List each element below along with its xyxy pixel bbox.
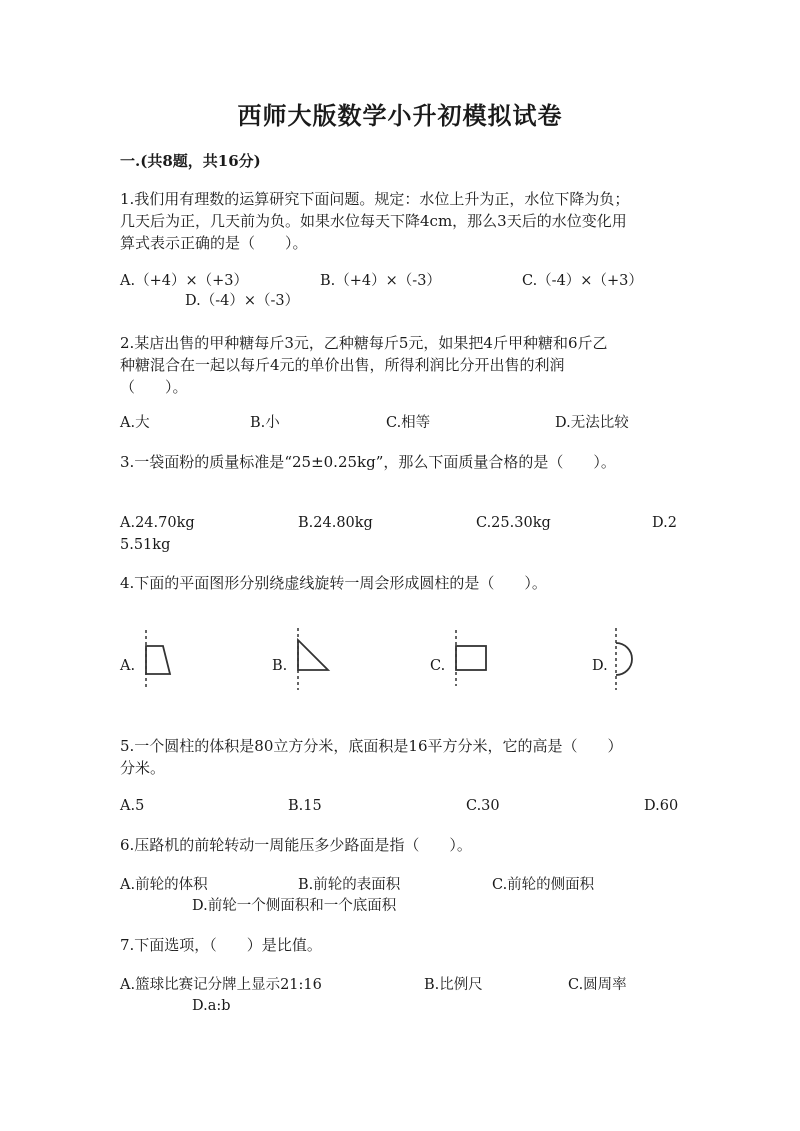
semicircle-figure [608,626,644,692]
question-7-option-d[interactable]: D.a:b [192,998,231,1014]
question-2-option-b[interactable]: B.小 [250,415,280,431]
trapezoid-figure [138,628,178,690]
question-4-option-d[interactable]: D. [592,658,608,674]
question-6-option-c[interactable]: C.前轮的侧面积 [492,877,595,893]
question-5-option-d[interactable]: D.60 [644,798,679,814]
question-3-option-c[interactable]: C.25.30kg [476,515,551,531]
question-6-option-a[interactable]: A.前轮的体积 [120,877,208,893]
question-5-option-b[interactable]: B.15 [288,798,322,814]
question-2-line-3: （ ）。 [120,378,188,396]
question-1-line-3: 算式表示正确的是（ ）。 [120,234,308,252]
question-5-option-a[interactable]: A.5 [120,798,145,814]
question-5-line-1: 5.一个圆柱的体积是80立方分米，底面积是16平方分米，它的高是（ ） [120,737,623,755]
question-2-option-c[interactable]: C.相等 [386,415,431,431]
question-5-option-c[interactable]: C.30 [466,798,500,814]
question-6-line-1: 6.压路机的前轮转动一周能压多少路面是指（ ）。 [120,836,472,854]
question-7-option-b[interactable]: B.比例尺 [424,977,483,993]
question-6-option-d[interactable]: D.前轮一个侧面积和一个底面积 [192,898,397,914]
question-3-option-d[interactable]: D.2 [652,515,677,531]
question-3-option-a[interactable]: A.24.70kg [120,515,195,531]
question-7-option-a[interactable]: A.篮球比赛记分牌上显示21:16 [120,977,322,993]
section-heading: 一.(共8题，共16分) [120,152,261,170]
question-2-line-2: 种糖混合在一起以每斤4元的单价出售，所得利润比分开出售的利润 [120,356,565,374]
question-7-option-c[interactable]: C.圆周率 [568,977,627,993]
question-2-option-a[interactable]: A.大 [120,415,150,431]
question-3-option-d-continued: 5.51kg [120,537,171,553]
rectangle-figure [448,628,492,688]
right-triangle-figure [290,626,334,692]
question-4-line-1: 4.下面的平面图形分别绕虚线旋转一周会形成圆柱的是（ ）。 [120,574,547,592]
question-4-option-a[interactable]: A. [120,658,136,674]
question-2-option-d[interactable]: D.无法比较 [555,415,629,431]
question-4-option-c[interactable]: C. [430,658,446,674]
question-4-option-b[interactable]: B. [272,658,288,674]
question-1-option-a[interactable]: A.（+4）×（+3） [120,273,248,289]
question-3-line-1: 3.一袋面粉的质量标准是“25±0.25kg”，那么下面质量合格的是（ ）。 [120,453,616,471]
question-2-line-1: 2.某店出售的甲种糖每斤3元，乙种糖每斤5元，如果把4斤甲种糖和6斤乙 [120,334,608,352]
question-1-option-d[interactable]: D.（-4）×（-3） [185,293,300,309]
page-title: 西师大版数学小升初模拟试卷 [237,101,563,130]
question-7-line-1: 7.下面选项，（ ）是比值。 [120,936,322,954]
question-1-option-c[interactable]: C.（-4）×（+3） [522,273,643,289]
question-1-line-1: 1.我们用有理数的运算研究下面问题。规定：水位上升为正，水位下降为负； [120,190,630,208]
question-3-option-b[interactable]: B.24.80kg [298,515,373,531]
question-5-line-2: 分米。 [120,759,166,777]
question-6-option-b[interactable]: B.前轮的表面积 [298,877,401,893]
question-1-option-b[interactable]: B.（+4）×（-3） [320,273,441,289]
question-1-line-2: 几天后为正，几天前为负。如果水位每天下降4cm，那么3天后的水位变化用 [120,212,627,230]
